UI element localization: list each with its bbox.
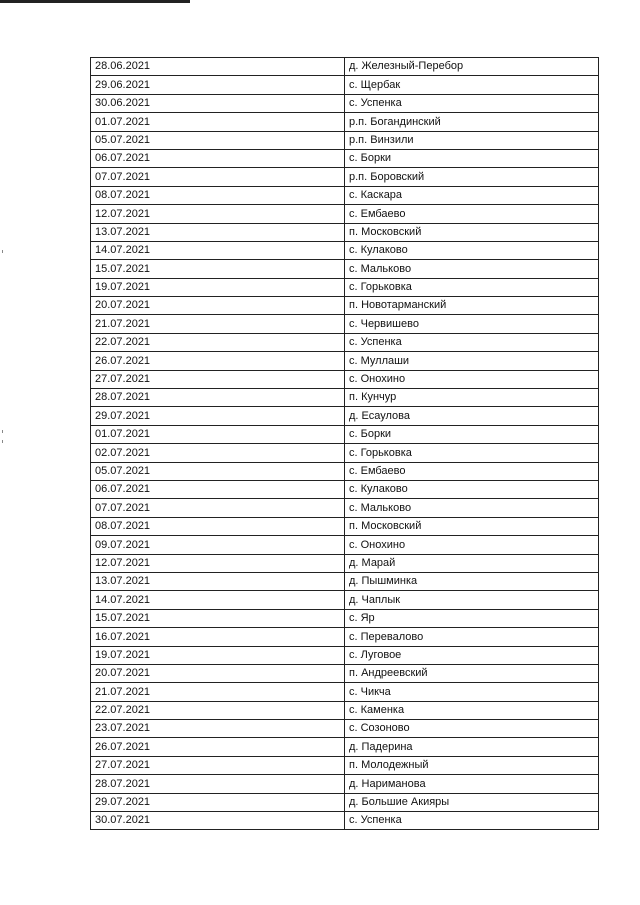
date-cell: 15.07.2021 [91,260,345,278]
place-cell: с. Каскара [345,186,599,204]
table-row [91,168,599,186]
table-row [91,480,599,498]
place-cell: р.п. Боровский [345,168,599,186]
table-row [91,58,599,76]
table-row [91,352,599,370]
date-cell: 30.06.2021 [91,94,345,112]
date-cell: 01.07.2021 [91,425,345,443]
date-cell: 12.07.2021 [91,205,345,223]
table-row [91,793,599,811]
date-cell: 09.07.2021 [91,536,345,554]
place-cell: с. Муллаши [345,352,599,370]
place-cell: с. Созоново [345,720,599,738]
place-cell: п. Молодежный [345,756,599,774]
table-row [91,260,599,278]
scan-edge-dot [2,250,3,253]
table-row [91,554,599,572]
date-cell: 27.07.2021 [91,370,345,388]
date-cell: 16.07.2021 [91,628,345,646]
date-cell: 15.07.2021 [91,609,345,627]
table-row [91,333,599,351]
date-cell: 12.07.2021 [91,554,345,572]
place-cell: с. Успенка [345,812,599,830]
date-cell: 08.07.2021 [91,517,345,535]
table-row [91,499,599,517]
place-cell: д. Железный-Перебор [345,58,599,76]
table-row [91,646,599,664]
place-cell: д. Пышминка [345,572,599,590]
place-cell: п. Московский [345,517,599,535]
date-cell: 08.07.2021 [91,186,345,204]
date-cell: 20.07.2021 [91,664,345,682]
date-cell: 13.07.2021 [91,572,345,590]
date-cell: 21.07.2021 [91,683,345,701]
scan-edge-dot [2,440,3,443]
date-cell: 13.07.2021 [91,223,345,241]
place-cell: п. Андреевский [345,664,599,682]
place-cell: с. Онохино [345,536,599,554]
place-cell: с. Перевалово [345,628,599,646]
date-cell: 07.07.2021 [91,168,345,186]
table-row [91,223,599,241]
date-cell: 22.07.2021 [91,701,345,719]
place-cell: с. Горьковка [345,444,599,462]
table-row [91,113,599,131]
place-cell: п. Кунчур [345,389,599,407]
table-row [91,407,599,425]
scan-edge-dot [2,430,3,433]
table-row [91,756,599,774]
place-cell: с. Кулаково [345,241,599,259]
table-row [91,149,599,167]
date-cell: 28.06.2021 [91,58,345,76]
date-cell: 27.07.2021 [91,756,345,774]
place-cell: с. Ембаево [345,205,599,223]
place-cell: д. Падерина [345,738,599,756]
date-cell: 29.07.2021 [91,793,345,811]
date-cell: 06.07.2021 [91,480,345,498]
date-cell: 29.06.2021 [91,76,345,94]
date-cell: 07.07.2021 [91,499,345,517]
table-row [91,664,599,682]
place-cell: п. Новотарманский [345,297,599,315]
date-cell: 28.07.2021 [91,775,345,793]
table-row [91,720,599,738]
place-cell: с. Онохино [345,370,599,388]
date-cell: 19.07.2021 [91,646,345,664]
table-row [91,131,599,149]
table-row [91,775,599,793]
table-row [91,572,599,590]
table-row [91,186,599,204]
date-cell: 05.07.2021 [91,462,345,480]
table-row [91,628,599,646]
table-row [91,462,599,480]
place-cell: с. Мальково [345,260,599,278]
table-row [91,278,599,296]
place-cell: с. Борки [345,149,599,167]
place-cell: с. Горьковка [345,278,599,296]
place-cell: р.п. Богандинский [345,113,599,131]
date-cell: 14.07.2021 [91,591,345,609]
table-row [91,297,599,315]
table-row [91,241,599,259]
table-row [91,370,599,388]
table-row [91,609,599,627]
date-cell: 26.07.2021 [91,738,345,756]
table-row [91,205,599,223]
place-cell: с. Чикча [345,683,599,701]
date-cell: 29.07.2021 [91,407,345,425]
place-cell: д. Нариманова [345,775,599,793]
place-cell: с. Успенка [345,94,599,112]
place-cell: д. Чаплык [345,591,599,609]
table-row [91,812,599,830]
date-cell: 05.07.2021 [91,131,345,149]
date-cell: 01.07.2021 [91,113,345,131]
place-cell: с. Луговое [345,646,599,664]
place-cell: с. Мальково [345,499,599,517]
place-cell: д. Марай [345,554,599,572]
place-cell: с. Успенка [345,333,599,351]
place-cell: с. Ембаево [345,462,599,480]
table-row [91,591,599,609]
table-row [91,517,599,535]
place-cell: д. Большие Акияры [345,793,599,811]
table-row [91,683,599,701]
table-row [91,536,599,554]
table-row [91,76,599,94]
table-row [91,315,599,333]
table-row [91,738,599,756]
date-cell: 30.07.2021 [91,812,345,830]
date-cell: 06.07.2021 [91,149,345,167]
date-cell: 28.07.2021 [91,389,345,407]
place-cell: д. Есаулова [345,407,599,425]
date-cell: 14.07.2021 [91,241,345,259]
date-cell: 19.07.2021 [91,278,345,296]
table-row [91,389,599,407]
schedule-table-body [91,58,599,830]
place-cell: с. Яр [345,609,599,627]
date-cell: 21.07.2021 [91,315,345,333]
place-cell: с. Кулаково [345,480,599,498]
place-cell: п. Московский [345,223,599,241]
date-cell: 22.07.2021 [91,333,345,351]
date-cell: 20.07.2021 [91,297,345,315]
table-row [91,701,599,719]
date-cell: 02.07.2021 [91,444,345,462]
place-cell: с. Борки [345,425,599,443]
table-row [91,444,599,462]
table-row [91,94,599,112]
place-cell: р.п. Винзили [345,131,599,149]
table-row [91,425,599,443]
place-cell: с. Каменка [345,701,599,719]
date-cell: 26.07.2021 [91,352,345,370]
place-cell: с. Червишево [345,315,599,333]
place-cell: с. Щербак [345,76,599,94]
scan-edge-mark [0,0,190,3]
schedule-table [90,57,599,830]
date-cell: 23.07.2021 [91,720,345,738]
